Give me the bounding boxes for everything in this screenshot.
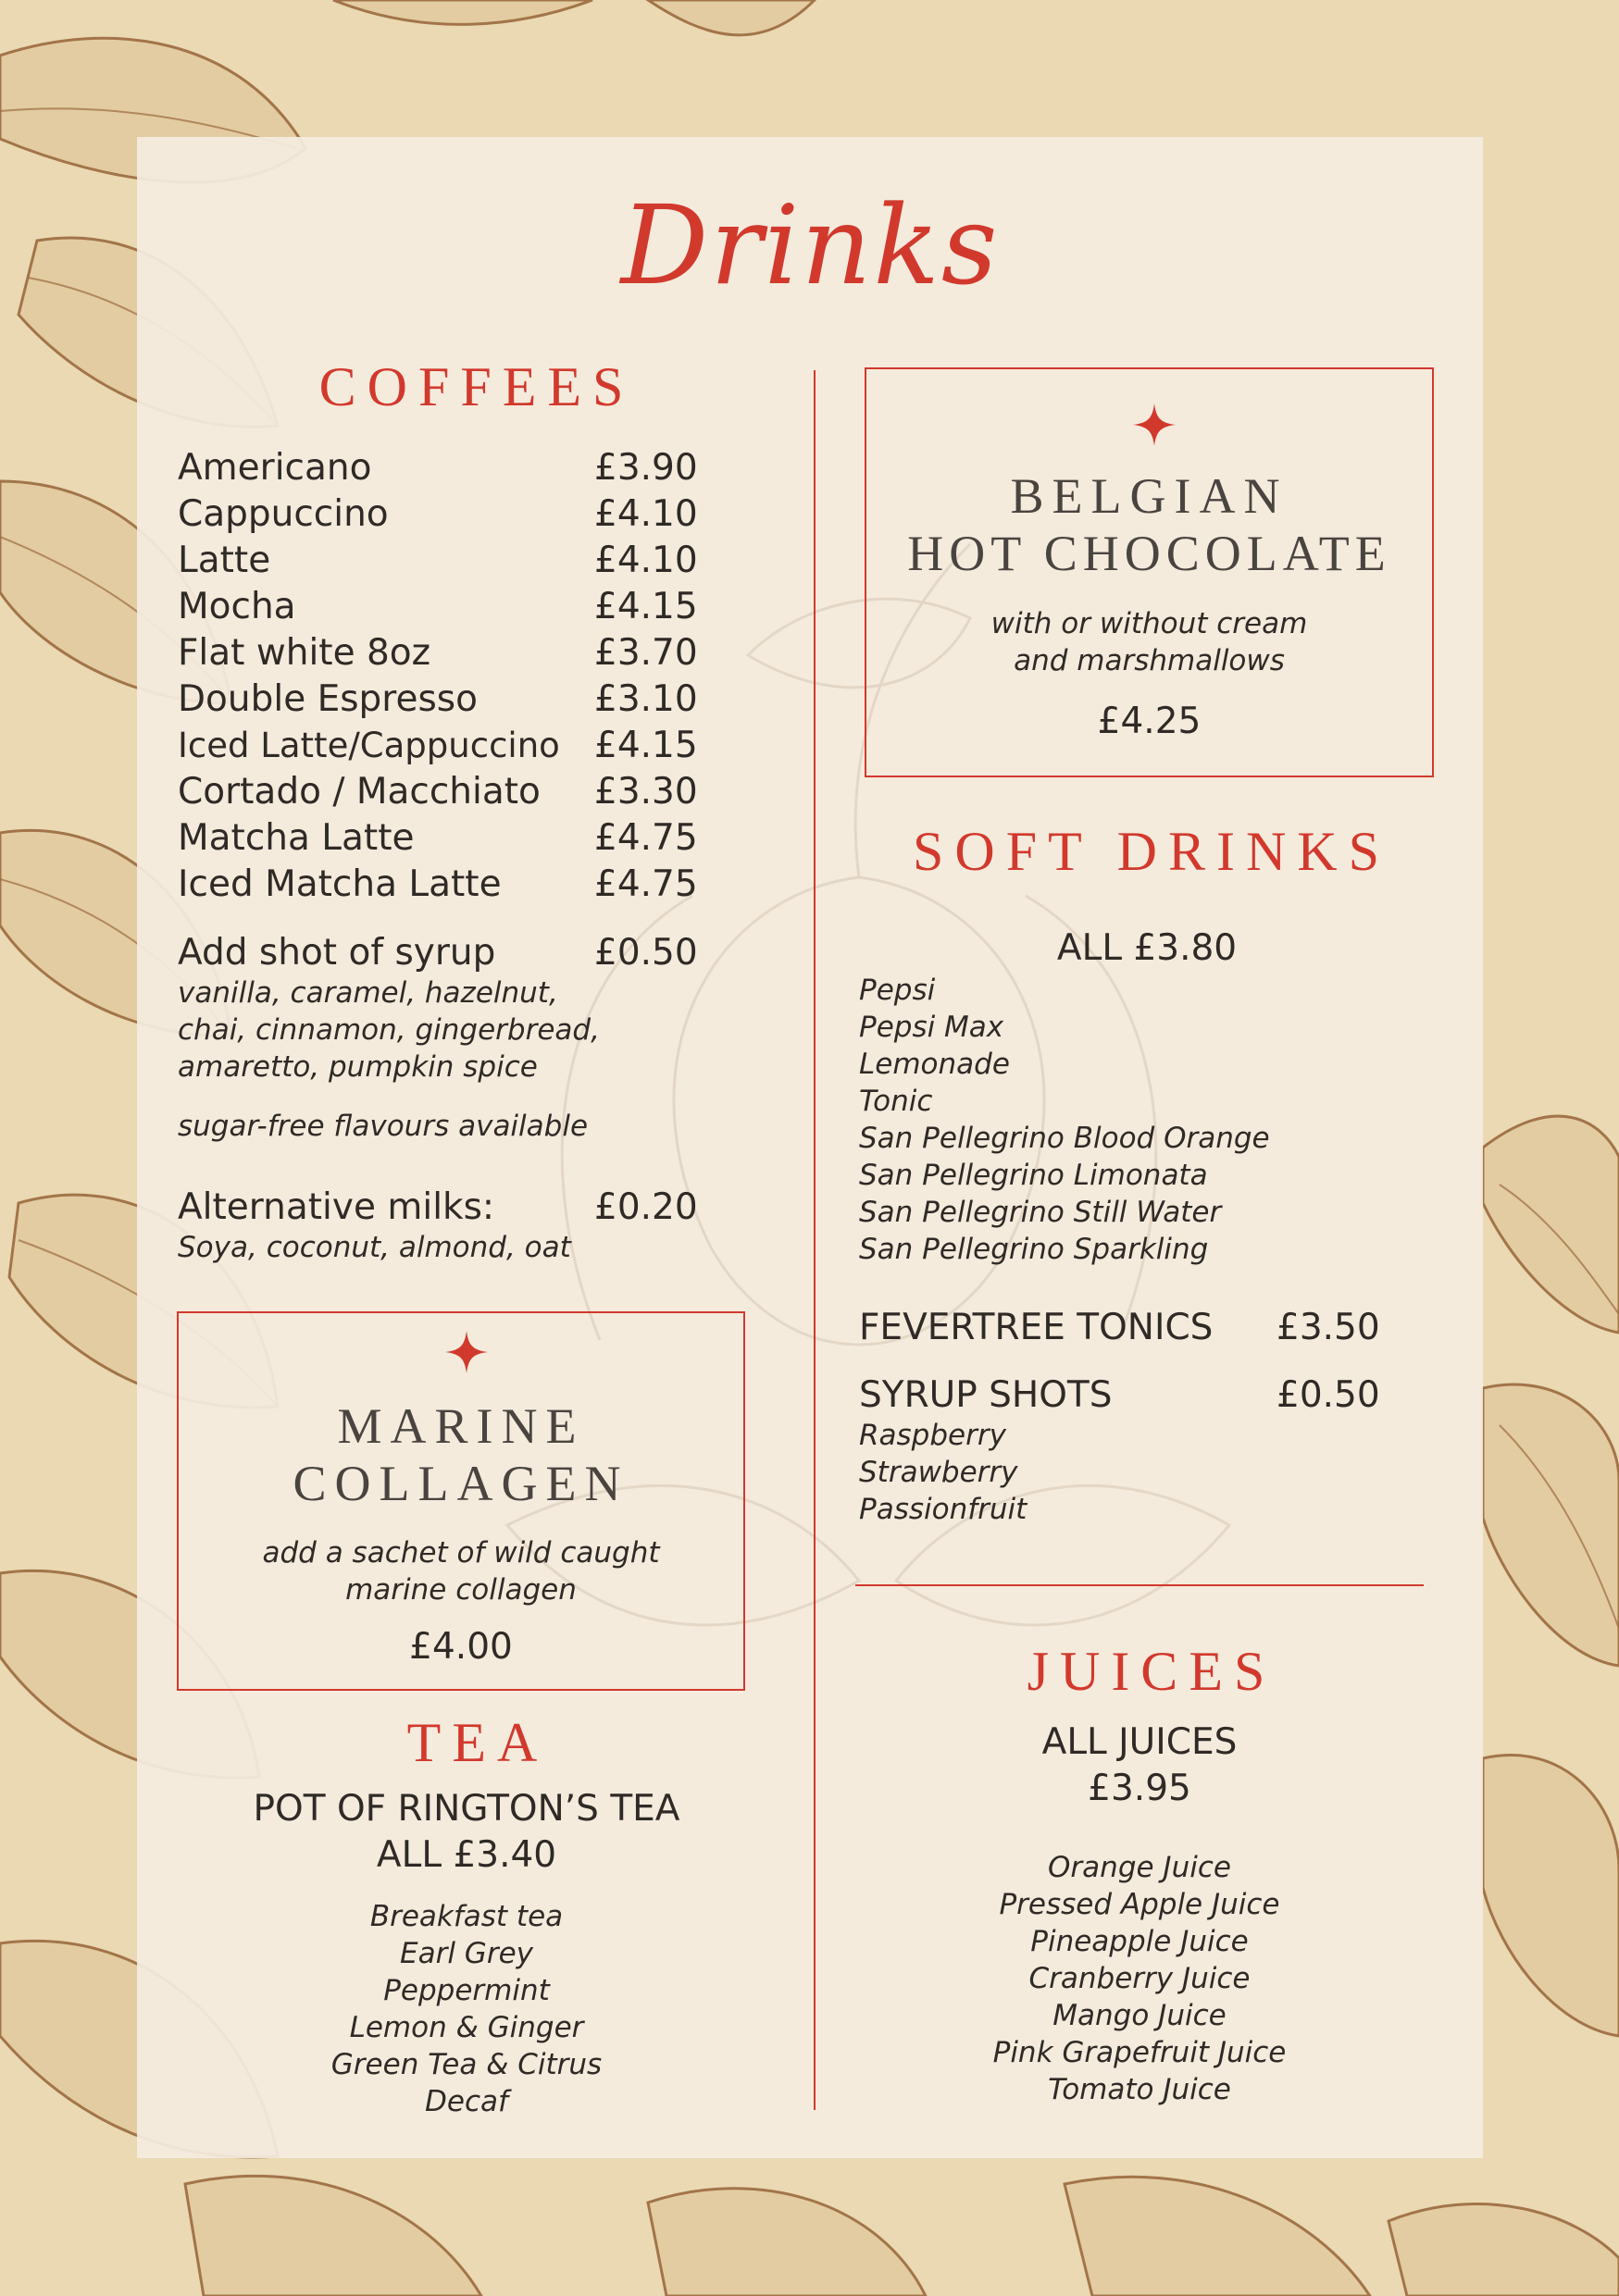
coffee-item-name: Mocha	[178, 586, 296, 627]
juices-heading: JUICES	[1027, 1641, 1277, 1702]
syrup-shot-flavour: Strawberry	[859, 1456, 1018, 1489]
coffee-item-price: £4.75	[594, 817, 698, 859]
syrup-shot-flavour: Raspberry	[859, 1419, 1006, 1452]
syrup-flavours-line: chai, cinnamon, gingerbread,	[178, 1013, 600, 1047]
syrup-shots-label: SYRUP SHOTS	[859, 1374, 1113, 1416]
coffee-item-price: £3.10	[594, 678, 698, 720]
syrup-price: £0.50	[594, 932, 698, 974]
juices-subtitle: ALL JUICES	[1041, 1721, 1238, 1763]
tea-subtitle: POT OF RINGTON’S TEA	[253, 1788, 680, 1830]
hot-chocolate-heading-line: HOT CHOCOLATE	[907, 526, 1391, 581]
hot-chocolate-description: and marshmallows	[1014, 644, 1285, 677]
tea-item: Green Tea & Citrus	[330, 2048, 603, 2081]
syrup-flavours-line: vanilla, caramel, hazelnut,	[178, 976, 558, 1010]
juice-item: Pink Grapefruit Juice	[992, 2036, 1287, 2069]
hot-chocolate-heading-line: BELGIAN	[1010, 468, 1289, 524]
marine-collagen-description: add a sachet of wild caught	[262, 1536, 660, 1570]
milks-options: Soya, coconut, almond, oat	[178, 1231, 571, 1264]
coffee-item-price: £3.30	[594, 771, 698, 813]
coffee-item-price: £4.10	[594, 540, 698, 581]
coffee-item-name: Matcha Latte	[178, 817, 415, 859]
tea-item: Earl Grey	[400, 1937, 533, 1970]
coffee-item-price: £3.70	[594, 632, 698, 674]
juices-price: £3.95	[1088, 1768, 1191, 1809]
fevertree-price: £3.50	[1277, 1307, 1380, 1348]
juice-item: Mango Juice	[1052, 1999, 1227, 2032]
soft-drinks-heading: SOFT DRINKS	[913, 821, 1390, 882]
syrup-shot-flavour: Passionfruit	[859, 1493, 1027, 1526]
juice-item: Tomato Juice	[1048, 2073, 1231, 2106]
tea-heading: TEA	[406, 1712, 549, 1773]
sparkle-icon	[445, 1331, 488, 1373]
marine-collagen-price: £4.00	[409, 1626, 513, 1668]
marine-collagen-description: marine collagen	[345, 1573, 577, 1607]
tea-item: Lemon & Ginger	[349, 2011, 584, 2044]
coffee-item-name: Cortado / Macchiato	[178, 771, 541, 813]
juice-item: Cranberry Juice	[1028, 1962, 1251, 1995]
section-divider	[855, 1584, 1424, 1586]
coffee-item-name: Iced Matcha Latte	[178, 863, 502, 905]
sparkle-icon	[1133, 403, 1176, 446]
coffee-item-price: £3.90	[594, 447, 698, 489]
syrup-label: Add shot of syrup	[178, 932, 496, 974]
coffee-item-name: Cappuccino	[178, 493, 389, 535]
soft-drink-item: Pepsi Max	[859, 1011, 1004, 1044]
page-title: Drinks	[620, 181, 1000, 309]
coffee-item-name: Flat white 8oz	[178, 632, 431, 674]
juice-item: Pineapple Juice	[1030, 1925, 1249, 1958]
coffee-item-name: Americano	[178, 447, 372, 489]
sugar-free-note: sugar-free flavours available	[178, 1110, 589, 1143]
marine-collagen-heading-line: COLLAGEN	[293, 1456, 629, 1511]
juice-item: Orange Juice	[1048, 1851, 1231, 1884]
tea-item: Breakfast tea	[369, 1900, 564, 1933]
tea-item: Decaf	[425, 2085, 508, 2118]
coffee-item-price: £4.15	[594, 725, 698, 766]
coffees-heading: COFFEES	[318, 356, 635, 417]
coffee-item-price: £4.75	[594, 863, 698, 905]
milks-price: £0.20	[594, 1186, 698, 1228]
juice-item: Pressed Apple Juice	[999, 1888, 1280, 1921]
soft-drink-item: Pepsi	[859, 974, 936, 1007]
coffee-item-name: Latte	[178, 540, 271, 581]
soft-drink-item: San Pellegrino Still Water	[859, 1196, 1222, 1229]
column-divider	[814, 370, 816, 2110]
soft-drink-item: San Pellegrino Sparkling	[859, 1233, 1209, 1266]
coffee-item-price: £4.10	[594, 493, 698, 535]
fevertree-label: FEVERTREE TONICS	[859, 1307, 1214, 1348]
syrup-flavours-line: amaretto, pumpkin spice	[178, 1050, 538, 1084]
hot-chocolate-price: £4.25	[1097, 701, 1202, 742]
coffee-item-name: Double Espresso	[178, 678, 478, 720]
marine-collagen-heading-line: MARINE	[337, 1398, 585, 1454]
tea-price: ALL £3.40	[376, 1834, 557, 1876]
soft-drink-item: San Pellegrino Limonata	[859, 1159, 1208, 1192]
coffee-item-name: Iced Latte/Cappuccino	[178, 726, 560, 765]
coffee-item-price: £4.15	[594, 586, 698, 627]
soft-drink-item: Lemonade	[859, 1048, 1010, 1081]
hot-chocolate-description: with or without cream	[990, 607, 1308, 640]
soft-drink-item: Tonic	[859, 1085, 933, 1118]
soft-drink-item: San Pellegrino Blood Orange	[859, 1122, 1270, 1155]
soft-drinks-price: ALL £3.80	[1056, 927, 1238, 969]
syrup-shots-price: £0.50	[1277, 1374, 1380, 1416]
milks-label: Alternative milks:	[178, 1186, 495, 1228]
tea-item: Peppermint	[383, 1974, 550, 2007]
